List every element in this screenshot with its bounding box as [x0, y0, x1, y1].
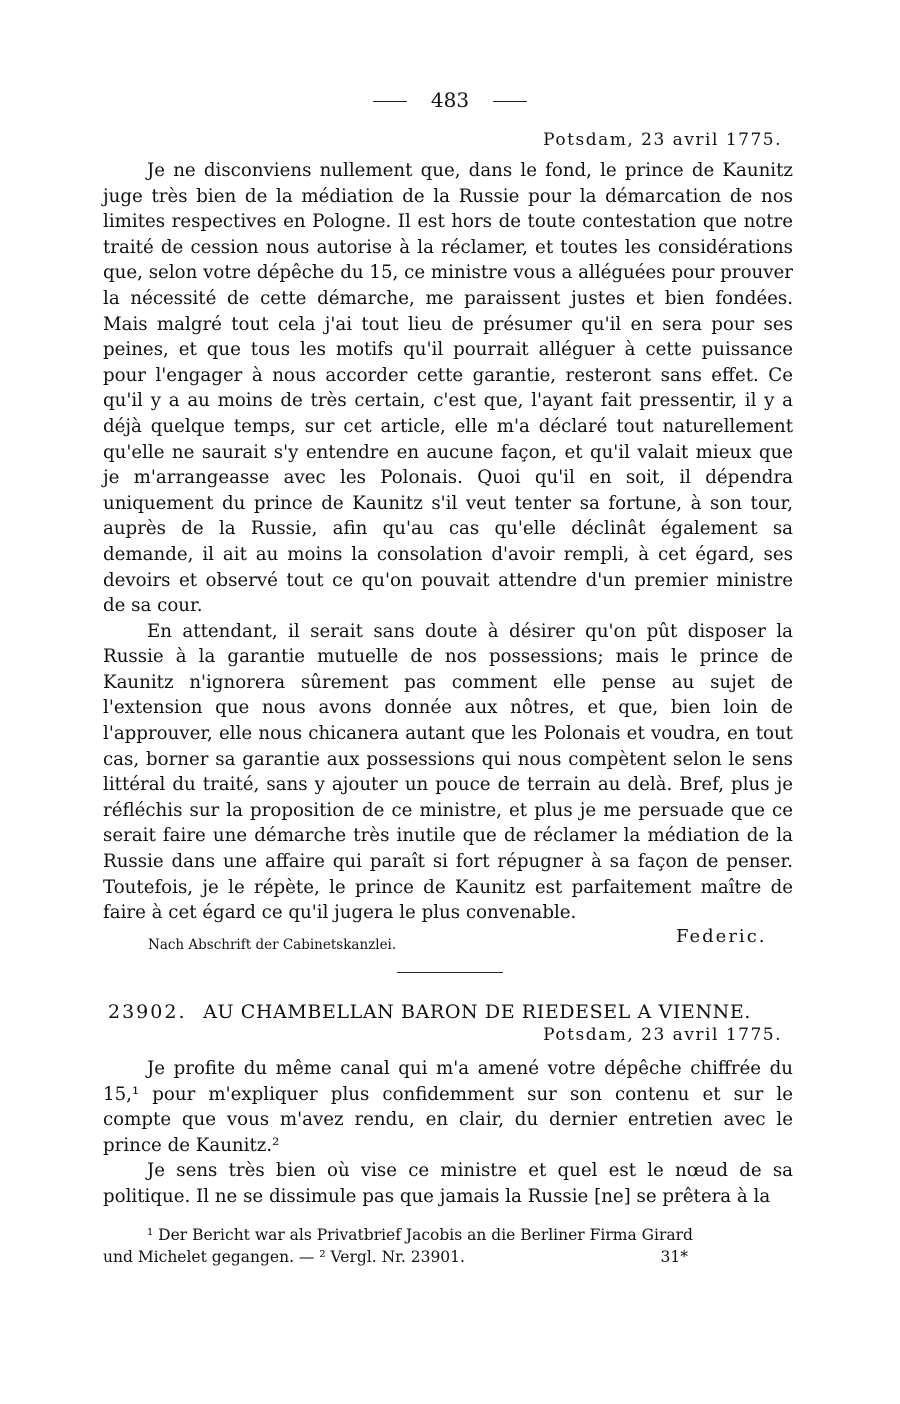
- footnote-line-2: und Michelet gegangen. — ² Vergl. Nr. 23901.: [103, 1248, 465, 1266]
- source-note: Nach Abschrift der Cabinetskanzlei.: [148, 937, 397, 953]
- signature: Federic.: [676, 926, 767, 947]
- section-divider: [397, 972, 503, 973]
- page-header: [0, 88, 900, 112]
- letter2-paragraph-1: Je profite du même canal qui m'a amené votre dépêche chiffrée du 15,¹ pour m'expliquer plus confidemment sur son contenu et sur le compte que vous m'avez rendu, en clair, du dernier entretien avec le prince de Kaunitz.²: [103, 1058, 793, 1156]
- letter2-heading: [108, 1001, 751, 1023]
- letter1-paragraph-2: En attendant, il serait sans doute à désirer qu'on pût disposer la Russie à la garantie mutuelle de nos possessions; mais le prince de Kaunitz n'ignorera sûrement pas comment elle pense au sujet de l'extension que nous avons donnée aux nôtres, et que, bien loin de l'approuver, elle nous chicanera autant que les Polonais et voudra, en tout cas, borner sa garantie aux possessions qui nous compètent selon le sens littéral du traité, sans y ajouter un pouce de terrain au delà. Bref, plus je réfléchis sur la proposition de ce ministre, et plus je me persuade que ce serait faire une démarche très inutile que de réclamer la médiation de la Russie dans une affaire qui paraît si fort répugner à sa façon de penser. Toutefois, je le répète, le prince de Kaunitz est parfaitement maître de faire à cet égard ce qu'il jugera le plus convenable.: [103, 620, 793, 924]
- letter1-dateline: Potsdam, 23 avril 1775.: [543, 130, 782, 150]
- footnotes: [103, 1224, 798, 1268]
- letter1-paragraph-1: Je ne disconviens nullement que, dans le fond, le prince de Kaunitz juge très bien de la médiation de la Russie pour la démarcation de nos limites respectives en Pologne. Il est hors de toute contestation que notre traité de cession nous autorise à la réclamer, et toutes les considérations que, selon votre dépêche du 15, ce ministre vous a alléguées pour prouver la nécessité de cette démarche, me paraissent justes et bien fondées. Mais malgré tout cela j'ai tout lieu de présumer qu'il en sera pour ses peines, et que tous les motifs qu'il pourrait alléguer à cette puissance pour l'engager à nous accorder cette garantie, resteront sans effet. Ce qu'il y a au moins de très certain, c'est que, l'ayant fait pressentir, il y a déjà quelque temps, sur cet article, elle m'a déclaré tout naturellement qu'elle ne saurait s'y entendre en aucune façon, et qu'il valait mieux que je m'arrangeasse avec les Polonais. Quoi qu'il en soit, il dépendra uniquement du prince de Kaunitz s'il veut tenter sa fortune, à son tour, auprès de la Russie, afin qu'au cas qu'elle déclinât également sa demande, il ait au moins la consolation d'avoir rempli, à cet égard, ses devoirs et observé tout ce qu'on pouvait attendre d'un premier ministre de sa cour.: [103, 160, 793, 617]
- header-dash-left: [373, 101, 407, 102]
- page-number: 483: [430, 88, 470, 112]
- letter1-body: [103, 158, 793, 926]
- letter2-title: AU CHAMBELLAN BARON DE RIEDESEL A VIENNE.: [203, 1001, 751, 1023]
- letter2-body: [103, 1056, 793, 1210]
- letter2-paragraph-2: Je sens très bien où vise ce ministre et quel est le nœud de sa politique. Il ne se dissimule pas que jamais la Russie [ne] se prêtera à la: [103, 1160, 793, 1207]
- letter2-dateline: Potsdam, 23 avril 1775.: [543, 1025, 782, 1045]
- footnote-line-1: ¹ Der Bericht war als Privatbrief Jacobis an die Berliner Firma Girard: [147, 1226, 693, 1244]
- header-dash-right: [493, 101, 527, 102]
- letter2-number: 23902.: [108, 1001, 187, 1023]
- printer-signature-mark: 31*: [660, 1248, 688, 1266]
